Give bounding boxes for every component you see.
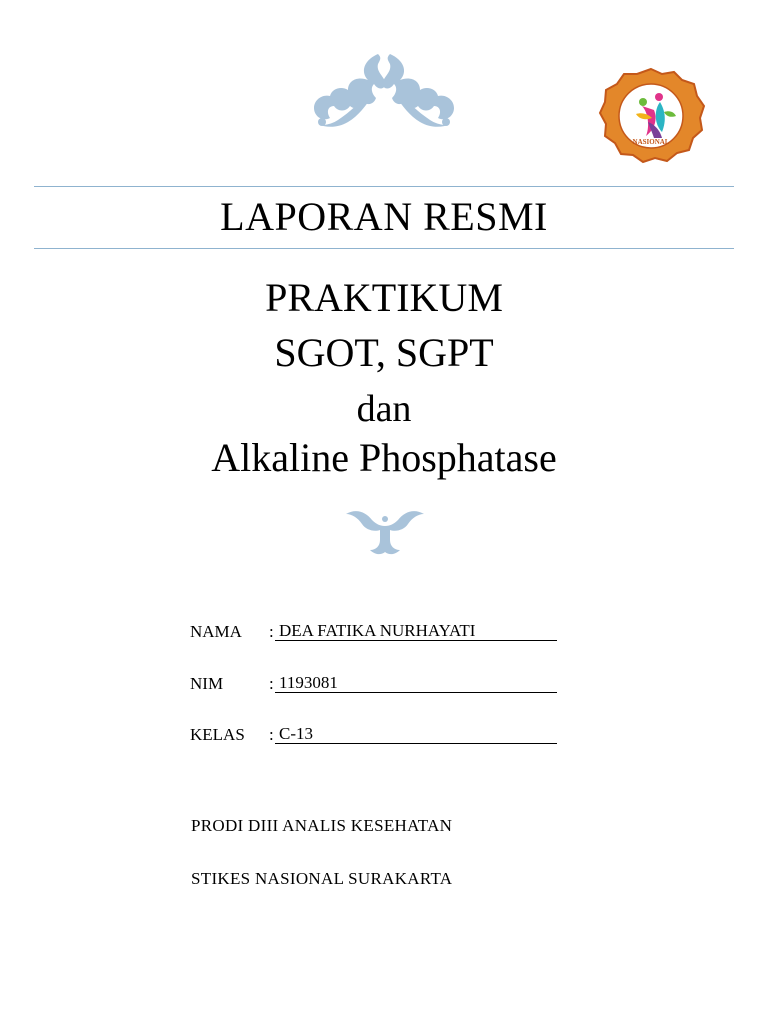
- study-program: PRODI DIII ANALIS KESEHATAN: [191, 816, 453, 835]
- nama-value: DEA FATIKA NURHAYATI: [275, 621, 557, 641]
- nim-label: NIM: [190, 674, 224, 693]
- nim-value: 1193081: [275, 673, 557, 693]
- kelas-separator: :: [269, 725, 274, 744]
- institution-name: STIKES NASIONAL SURAKARTA: [191, 869, 453, 888]
- top-divider-line: [34, 186, 734, 187]
- kelas-label: KELAS: [190, 725, 245, 744]
- floral-divider-icon: [344, 506, 426, 558]
- kelas-value: C-13: [275, 724, 557, 744]
- title-line-alkaline: Alkaline Phosphatase: [211, 435, 557, 480]
- nama-label: NAMA: [190, 622, 242, 641]
- bottom-divider-line: [34, 248, 734, 249]
- nama-separator: :: [269, 622, 274, 641]
- title-line-praktikum: PRAKTIKUM: [265, 275, 503, 320]
- report-title: LAPORAN RESMI: [220, 194, 548, 239]
- logo-text-nasional: NASIONAL: [632, 138, 670, 146]
- nim-separator: :: [269, 674, 274, 693]
- stikes-nasional-logo: [596, 66, 706, 164]
- title-line-dan: dan: [356, 388, 412, 430]
- title-line-sgot-sgpt: SGOT, SGPT: [274, 330, 494, 375]
- floral-flourish-icon: [308, 50, 460, 132]
